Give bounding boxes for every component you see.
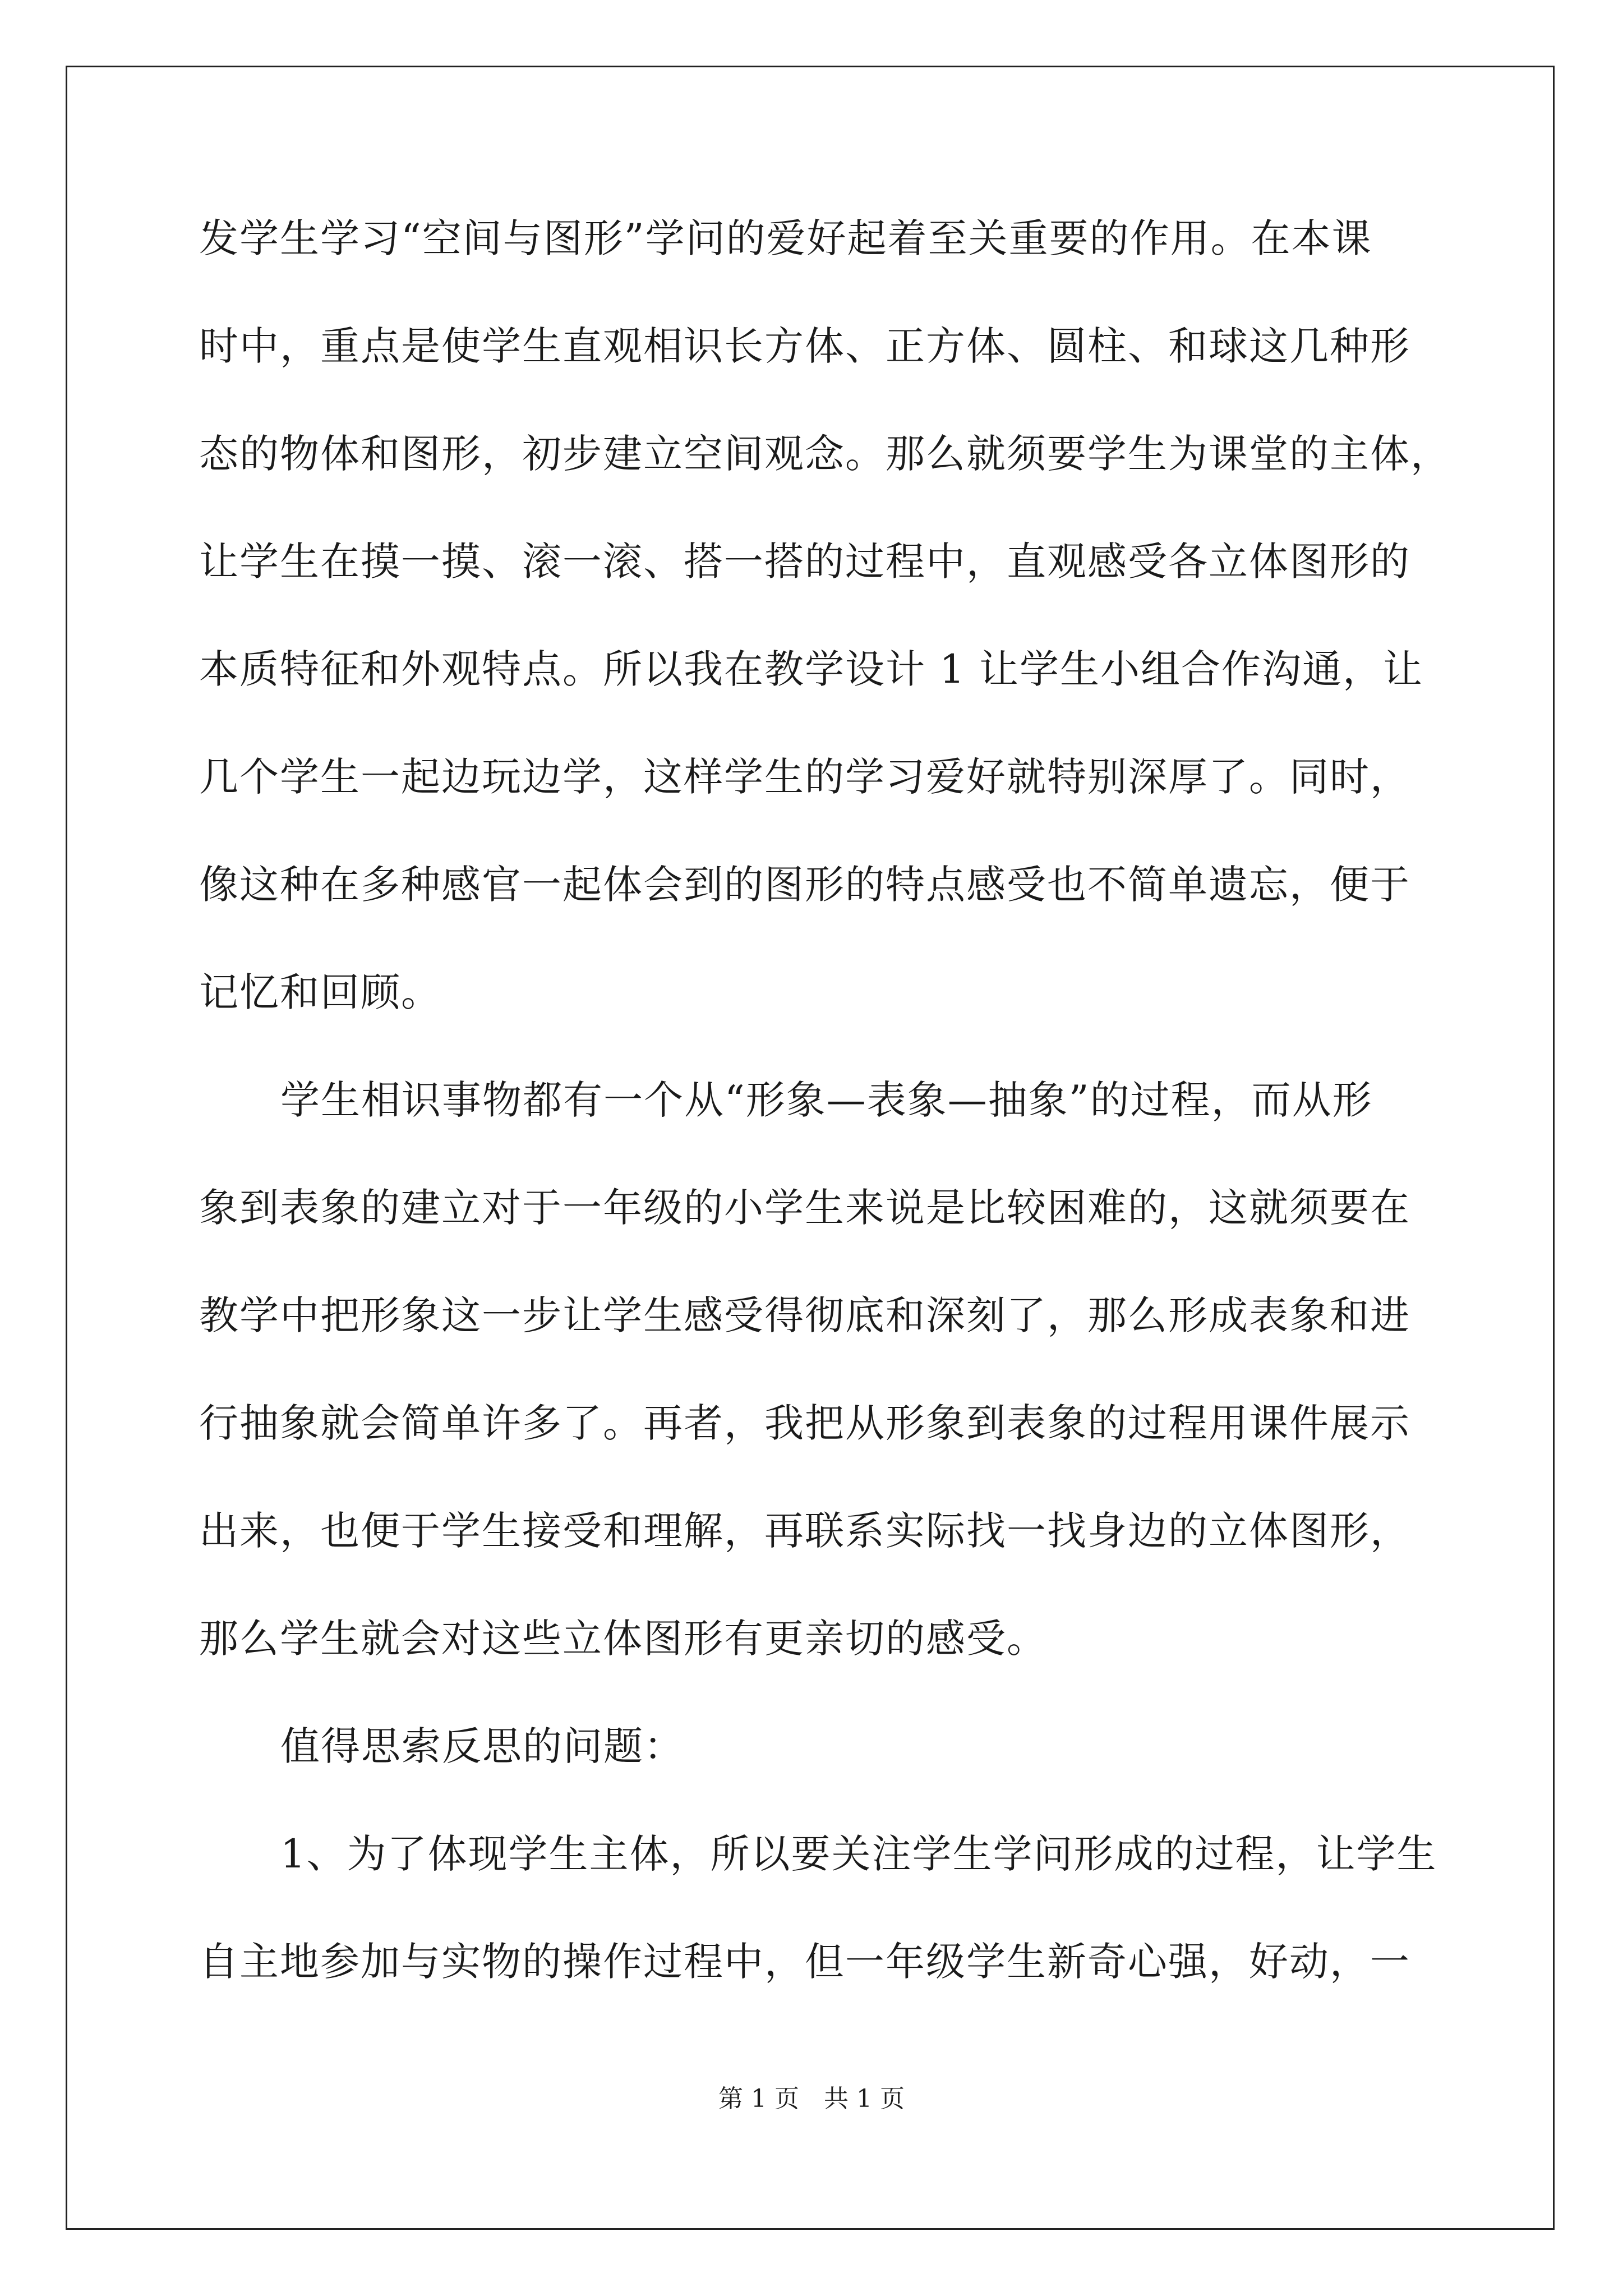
text-line: 出来，也便于学生接受和理解，再联系实际找一找身边的立体图形， xyxy=(199,1508,1410,1554)
text-line: 本质特征和外观特点。所以我在教学设计 1 让学生小组合作沟通，让 xyxy=(199,646,1424,692)
text-line: 自主地参加与实物的操作过程中，但一年级学生新奇心强，好动，一 xyxy=(199,1939,1410,1985)
text-line: 行抽象就会简单许多了。再者，我把从形象到表象的过程用课件展示 xyxy=(199,1400,1410,1446)
paragraph-start-line: 学生相识事物都有一个从“形象—表象—抽象”的过程，而从形 xyxy=(280,1077,1373,1123)
text-line: 发学生学习“空间与图形”学问的爱好起着至关重要的作用。在本课 xyxy=(199,215,1372,261)
page-number-footer: 第 1 页 共 1 页 xyxy=(718,2085,905,2113)
text-line: 记忆和回顾。 xyxy=(199,969,441,1015)
section-heading: 值得思索反思的问题： xyxy=(280,1723,684,1769)
text-line: 教学中把形象这一步让学生感受得彻底和深刻了，那么形成表象和进 xyxy=(199,1292,1410,1338)
text-line: 让学生在摸一摸、滚一滚、搭一搭的过程中，直观感受各立体图形的 xyxy=(199,539,1410,585)
text-line: 像这种在多种感官一起体会到的图形的特点感受也不简单遗忘，便于 xyxy=(199,862,1410,908)
text-line: 态的物体和图形，初步建立空间观念。那么就须要学生为课堂的主体， xyxy=(199,431,1451,477)
document-body xyxy=(199,215,1451,2050)
text-line: 时中，重点是使学生直观相识长方体、正方体、圆柱、和球这几种形 xyxy=(199,323,1410,369)
text-line: 那么学生就会对这些立体图形有更亲切的感受。 xyxy=(199,1616,1047,1662)
text-line: 几个学生一起边玩边学，这样学生的学习爱好就特别深厚了。同时， xyxy=(199,754,1410,800)
text-line: 象到表象的建立对于一年级的小学生来说是比较困难的，这就须要在 xyxy=(199,1185,1410,1231)
list-item-start-line: 1、为了体现学生主体，所以要关注学生学问形成的过程，让学生 xyxy=(280,1831,1437,1877)
